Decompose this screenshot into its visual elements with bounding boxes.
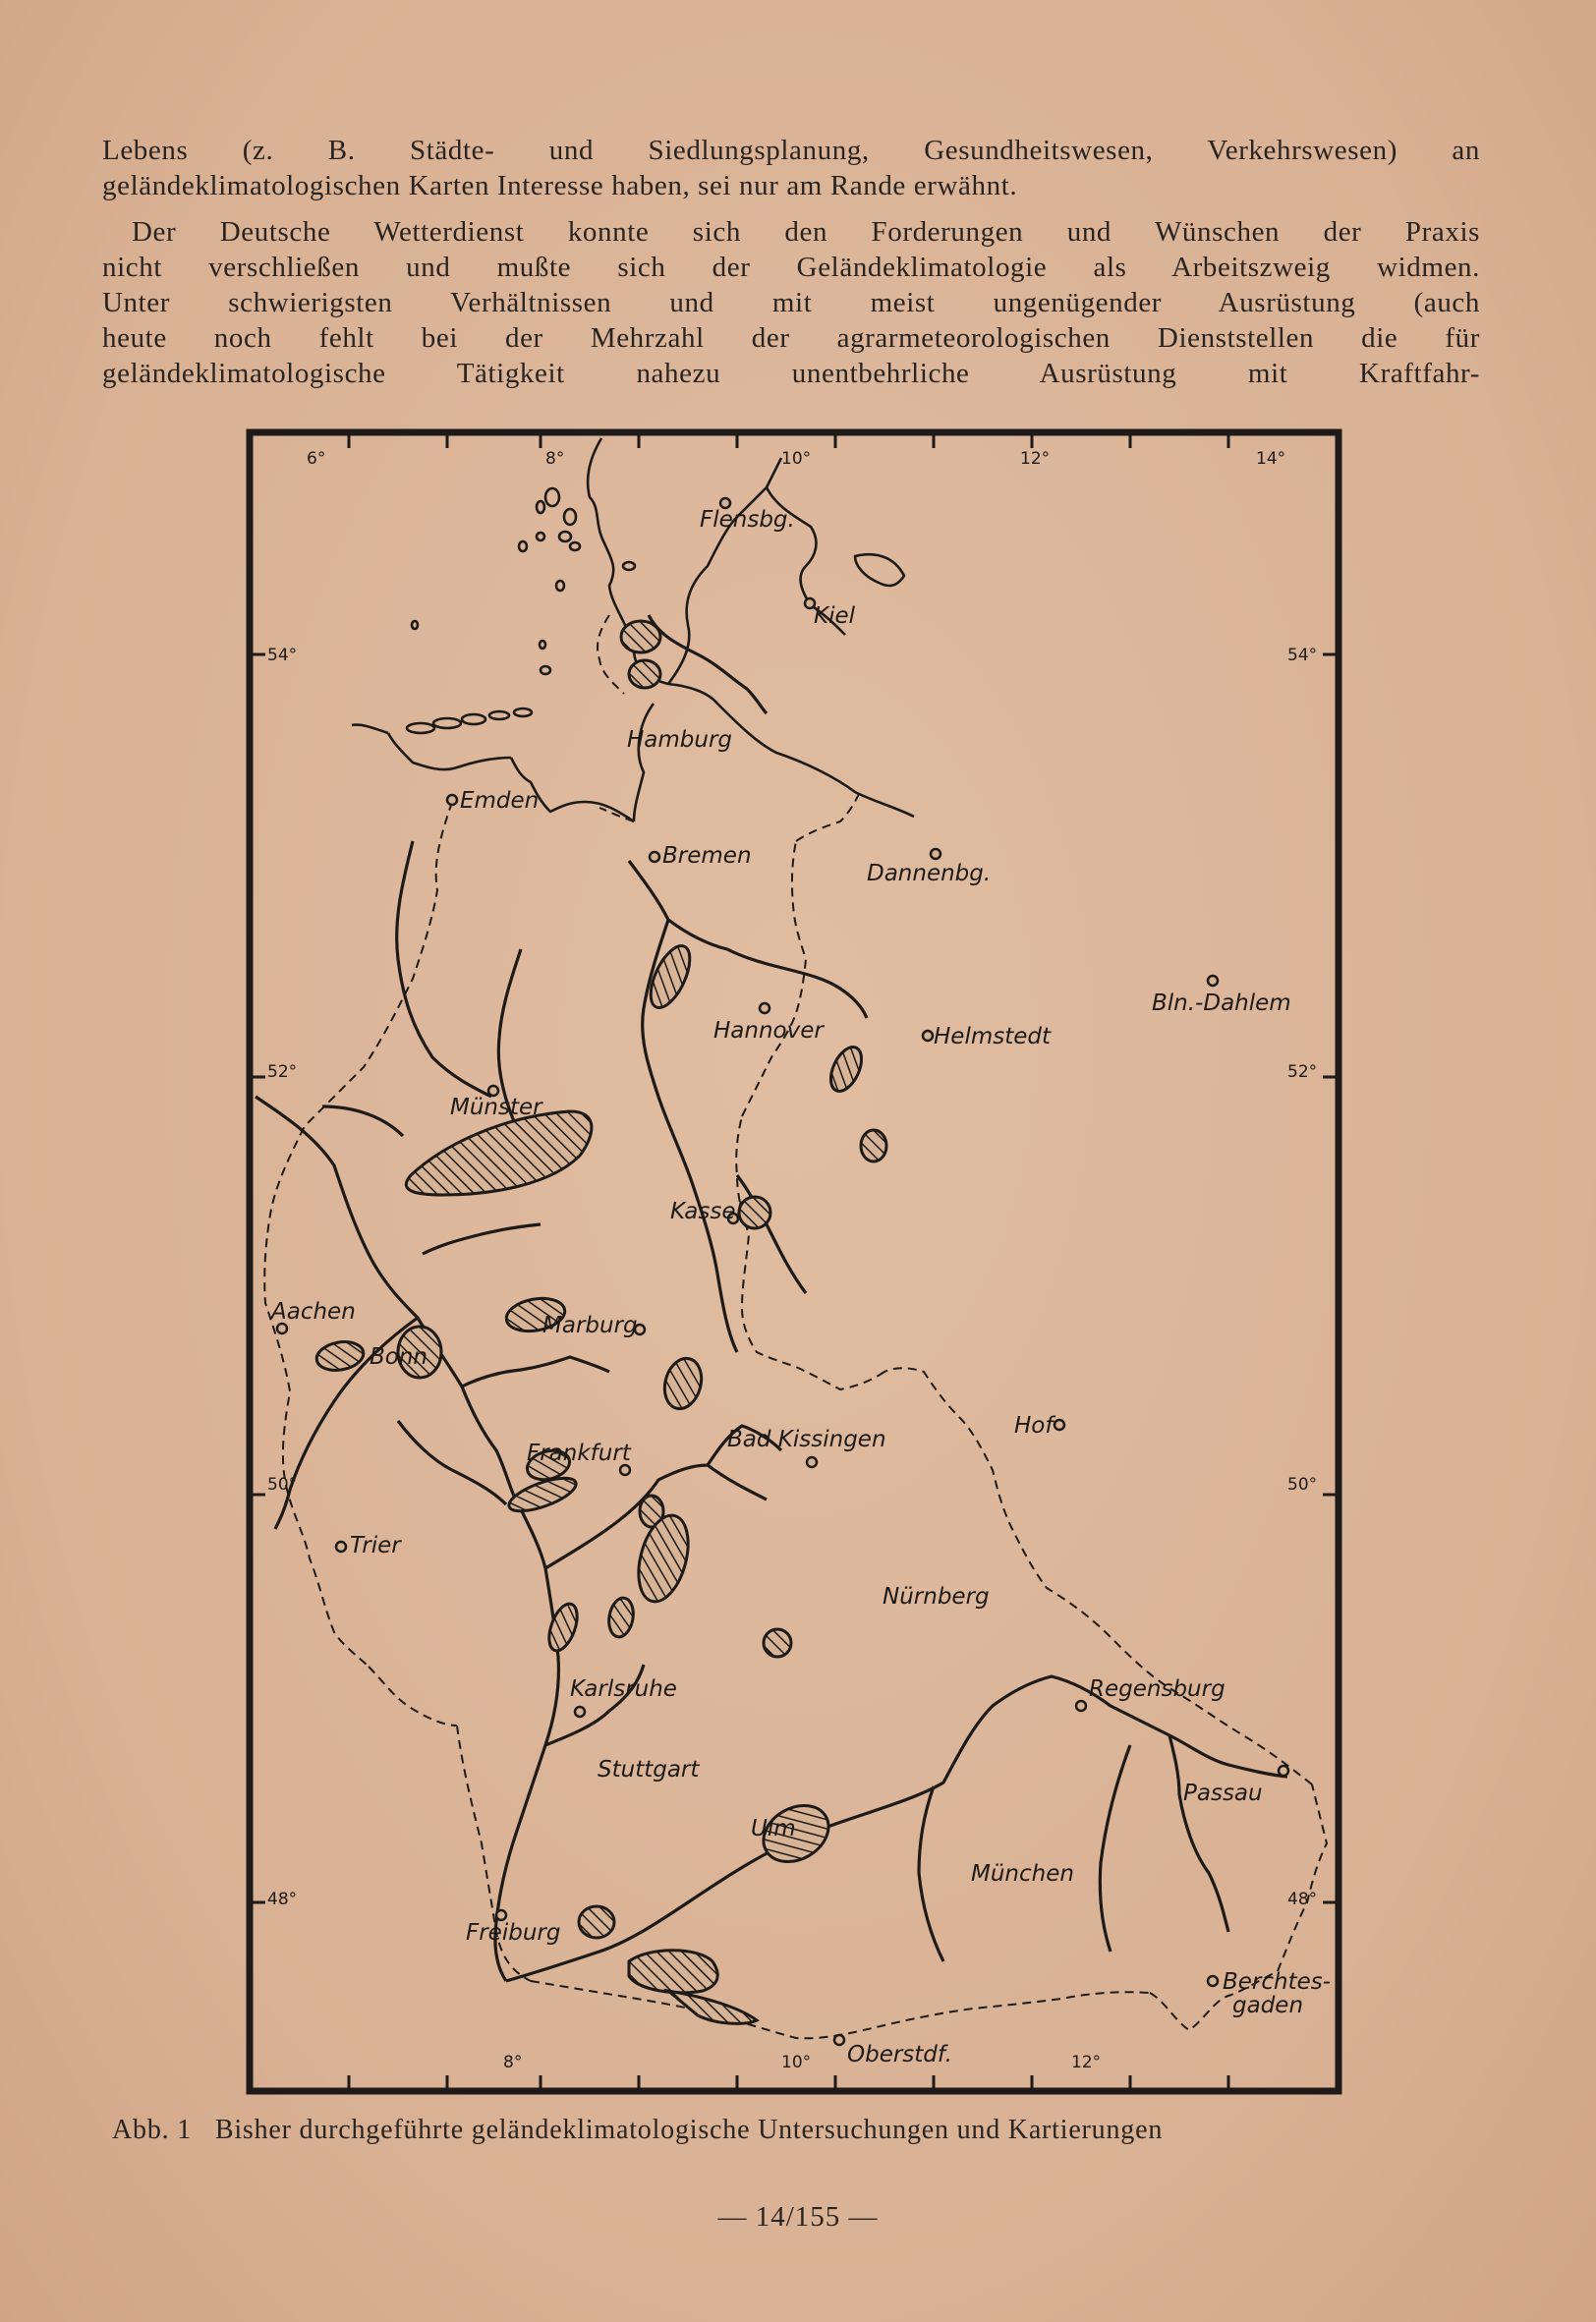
lat-label-left: 50°: [267, 1475, 298, 1495]
lon-label-bottom: 10°: [781, 2053, 812, 2072]
lat-label-right: 54°: [1287, 646, 1318, 665]
city-label-bonn: Bonn: [370, 1344, 428, 1370]
lat-label-left: 54°: [267, 646, 298, 665]
lon-label-top: 12°: [1020, 449, 1051, 469]
city-label-freiburg: Freiburg: [466, 1920, 561, 1946]
text-line: Lebens (z. B. Städte- und Siedlungsplanung, Gesundheitswesen, Verkehrswesen) an: [102, 135, 1480, 166]
figure-caption-text: Bisher durchgeführte geländeklimatologische Untersuchungen und Kartierungen: [214, 2115, 1164, 2145]
lat-label-right: 50°: [1287, 1475, 1318, 1495]
city-label-kiel: Kiel: [814, 603, 856, 629]
city-label-bremen: Bremen: [662, 843, 752, 869]
city-label-berlin-dahlem: Bln.-Dahlem: [1152, 991, 1291, 1016]
city-label-trier: Trier: [350, 1533, 401, 1558]
city-label-helmstedt: Helmstedt: [934, 1024, 1052, 1049]
city-label-flensburg: Flensbg.: [700, 507, 795, 533]
city-label-passau: Passau: [1183, 1781, 1263, 1806]
city-label-berchtesgaden: Berchtes-: [1223, 1969, 1332, 1995]
city-label-marburg: Marburg: [542, 1313, 638, 1338]
lat-label-right: 48°: [1287, 1890, 1318, 1909]
city-label-emden: Emden: [460, 788, 540, 814]
text-line: heute noch fehlt bei der Mehrzahl der agrarmeteorologischen Dienststellen die für: [102, 322, 1480, 354]
text-line: nicht verschließen und mußte sich der Geländeklimatologie als Arbeitszweig widmen.: [102, 252, 1480, 283]
city-label-hannover: Hannover: [713, 1018, 824, 1044]
city-label-ulm: Ulm: [751, 1816, 796, 1841]
paragraph-wetterdienst: [102, 214, 1480, 391]
lon-label-top: 6°: [307, 449, 326, 469]
page-number: — 14/155 —: [717, 2201, 879, 2233]
figure-map-germany: [246, 428, 1342, 2095]
figure-number: Abb. 1: [112, 2115, 193, 2145]
city-label-frankfurt: Frankfurt: [527, 1441, 631, 1466]
city-label-aachen: Aachen: [271, 1299, 356, 1325]
lon-label-top: 14°: [1256, 449, 1286, 469]
city-label-oberstdorf: Oberstdf.: [847, 2042, 952, 2067]
lon-label-bottom: 12°: [1071, 2053, 1102, 2072]
rivers: [256, 615, 1287, 1981]
city-label-bad-kissingen: Bad Kissingen: [727, 1427, 886, 1452]
city-label-muenster: Münster: [450, 1095, 542, 1120]
figure-caption: [112, 2115, 1163, 2146]
city-label-karlsruhe: Karlsruhe: [570, 1676, 677, 1702]
text-line: geländeklimatologische Tätigkeit nahezu unentbehrliche Ausrüstung mit Kraftfahr-: [102, 358, 1480, 389]
city-label-dannenberg: Dannenbg.: [867, 861, 992, 886]
paragraph-continuation: [102, 133, 1480, 203]
city-label-berchtesgaden: gaden: [1232, 1993, 1304, 2018]
text-line: geländeklimatologischen Karten Interesse haben, sei nur am Rande erwähnt.: [102, 170, 1018, 201]
city-label-hamburg: Hamburg: [627, 727, 733, 753]
text-line: Der Deutsche Wetterdienst konnte sich den Forderungen und Wünschen der Praxis: [132, 216, 1480, 248]
lon-label-top: 10°: [781, 449, 812, 469]
lat-label-right: 52°: [1287, 1062, 1318, 1082]
city-label-hof: Hof: [1014, 1413, 1054, 1439]
text-line: Unter schwierigsten Verhältnissen und mit meist ungenügender Ausrüstung (auch: [102, 287, 1480, 318]
lat-label-left: 48°: [267, 1890, 298, 1909]
lat-label-left: 52°: [267, 1062, 298, 1082]
city-label-regensburg: Regensburg: [1089, 1676, 1226, 1702]
lon-label-bottom: 8°: [503, 2053, 523, 2072]
city-label-kassel: Kassel: [670, 1199, 742, 1224]
city-label-stuttgart: Stuttgart: [598, 1757, 700, 1783]
lon-label-top: 8°: [545, 449, 565, 469]
city-label-muenchen: München: [971, 1861, 1074, 1887]
city-label-nuernberg: Nürnberg: [883, 1584, 990, 1610]
